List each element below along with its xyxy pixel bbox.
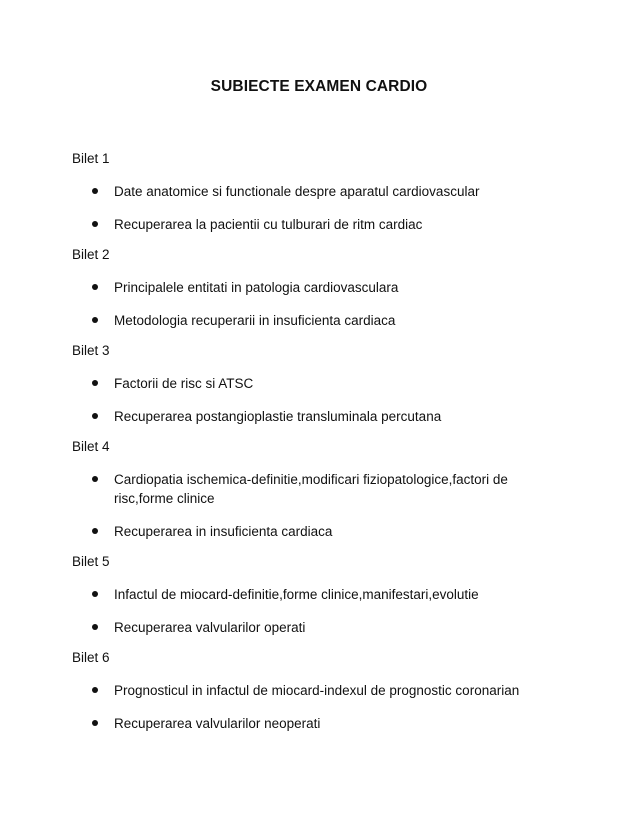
bilet-section <box>72 150 552 234</box>
bullet-icon <box>92 624 98 630</box>
bullet-icon <box>92 380 98 386</box>
topic-item <box>72 182 552 201</box>
bullet-icon <box>92 687 98 693</box>
topic-list <box>72 470 552 541</box>
bilet-heading: Bilet 1 <box>72 151 110 166</box>
topic-text: Factorii de risc si ATSC <box>114 376 254 391</box>
topic-list <box>72 182 552 234</box>
bullet-icon <box>92 476 98 482</box>
bilet-heading: Bilet 4 <box>72 439 110 454</box>
bilet-section <box>72 438 552 541</box>
topic-item <box>72 407 552 426</box>
topic-item <box>72 714 552 733</box>
document-title: SUBIECTE EXAMEN CARDIO <box>210 78 428 95</box>
topic-list <box>72 681 552 733</box>
topic-item <box>72 585 552 604</box>
topic-item <box>72 522 552 541</box>
topic-list <box>72 374 552 426</box>
bullet-icon <box>92 317 98 323</box>
topic-text: Cardiopatia ischemica-definitie,modificari fiziopatologice,factori de risc,forme clinice <box>114 472 508 506</box>
bullet-icon <box>92 720 98 726</box>
topic-list <box>72 278 552 330</box>
topic-item <box>72 311 552 330</box>
bullet-icon <box>92 528 98 534</box>
bullet-icon <box>92 188 98 194</box>
topic-text: Principalele entitati in patologia cardiovasculara <box>114 280 399 295</box>
bilet-heading: Bilet 2 <box>72 247 110 262</box>
topic-text: Recuperarea la pacientii cu tulburari de ritm cardiac <box>114 217 423 232</box>
bullet-icon <box>92 221 98 227</box>
bilet-section <box>72 342 552 426</box>
topic-text: Metodologia recuperarii in insuficienta cardiaca <box>114 313 396 328</box>
topic-text: Date anatomice si functionale despre aparatul cardiovascular <box>114 184 480 199</box>
topic-item <box>72 278 552 297</box>
bilet-section <box>72 553 552 637</box>
bullet-icon <box>92 413 98 419</box>
topic-text: Recuperarea postangioplastie transluminala percutana <box>114 409 442 424</box>
bilet-heading: Bilet 3 <box>72 343 110 358</box>
topic-item <box>72 618 552 637</box>
bilet-section <box>72 649 552 733</box>
topic-list <box>72 585 552 637</box>
bilet-heading: Bilet 5 <box>72 554 110 569</box>
topic-text: Recuperarea valvularilor operati <box>114 620 306 635</box>
bilet-section <box>72 246 552 330</box>
bilet-heading: Bilet 6 <box>72 650 110 665</box>
topic-item <box>72 681 552 700</box>
topic-text: Recuperarea valvularilor neoperati <box>114 716 321 731</box>
topic-item <box>72 470 552 508</box>
bullet-icon <box>92 591 98 597</box>
topic-text: Infactul de miocard-definitie,forme clinice,manifestari,evolutie <box>114 587 479 602</box>
document-body <box>72 150 552 745</box>
topic-item <box>72 215 552 234</box>
topic-text: Recuperarea in insuficienta cardiaca <box>114 524 333 539</box>
topic-text: Prognosticul in infactul de miocard-indexul de prognostic coronarian <box>114 683 520 698</box>
bullet-icon <box>92 284 98 290</box>
topic-item <box>72 374 552 393</box>
